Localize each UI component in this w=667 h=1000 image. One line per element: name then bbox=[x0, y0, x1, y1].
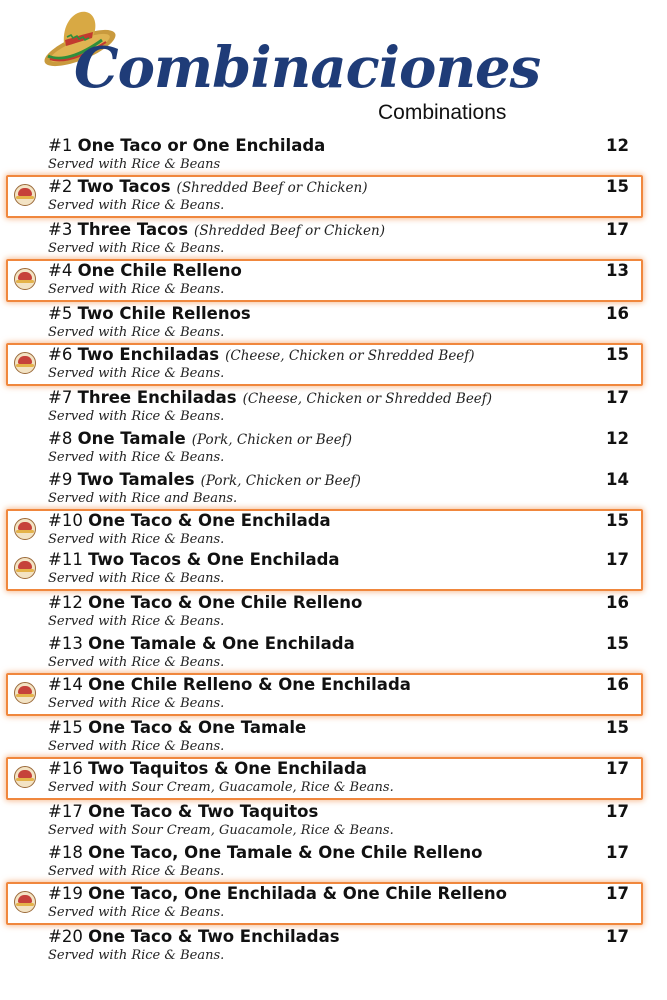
item-served-with: Served with Rice & Beans. bbox=[48, 409, 225, 424]
item-price: 15 bbox=[606, 177, 629, 196]
item-price: 17 bbox=[606, 550, 629, 569]
item-title bbox=[48, 136, 643, 156]
chef-badge-icon bbox=[14, 682, 36, 704]
item-served-with: Served with Rice & Beans. bbox=[48, 198, 225, 213]
item-price: 17 bbox=[606, 927, 629, 946]
item-number: #16 bbox=[48, 759, 83, 778]
menu-item bbox=[6, 632, 643, 673]
menu-item bbox=[8, 675, 641, 714]
item-title bbox=[48, 550, 641, 570]
item-served-with: Served with Rice & Beans. bbox=[48, 282, 225, 297]
item-title bbox=[48, 675, 641, 695]
item-served-with: Served with Rice & Beans. bbox=[48, 739, 225, 754]
item-name: Three Tacos bbox=[77, 220, 189, 239]
item-served-with: Served with Rice & Beans. bbox=[48, 571, 225, 586]
item-title bbox=[48, 345, 641, 366]
item-price: 17 bbox=[606, 759, 629, 778]
item-price: 17 bbox=[606, 843, 629, 862]
item-name: One Taco & Two Taquitos bbox=[88, 802, 319, 821]
item-served-with: Served with Rice & Beans. bbox=[48, 241, 225, 256]
item-served-with: Served with Rice & Beans. bbox=[48, 450, 225, 465]
item-title bbox=[48, 511, 641, 531]
combination-list bbox=[0, 134, 667, 966]
menu-header bbox=[0, 0, 667, 130]
item-name: One Taco & Two Enchiladas bbox=[88, 927, 340, 946]
item-served-with: Served with Rice & Beans. bbox=[48, 655, 225, 670]
item-title bbox=[48, 261, 641, 281]
chef-badge-icon bbox=[14, 766, 36, 788]
item-number: #12 bbox=[48, 593, 83, 612]
item-note: (Shredded Beef or Chicken) bbox=[194, 223, 385, 239]
item-price: 15 bbox=[606, 345, 629, 364]
item-number: #3 bbox=[48, 220, 73, 239]
item-number: #15 bbox=[48, 718, 83, 737]
item-number: #10 bbox=[48, 511, 83, 530]
item-number: #6 bbox=[48, 345, 73, 364]
item-name: One Taco or One Enchilada bbox=[77, 136, 326, 155]
item-title bbox=[48, 927, 643, 947]
item-group bbox=[6, 716, 643, 757]
menu-item bbox=[8, 550, 641, 589]
item-group bbox=[6, 468, 643, 509]
featured-group bbox=[6, 882, 643, 925]
item-price: 12 bbox=[606, 136, 629, 155]
item-name: One Taco, One Enchilada & One Chile Relleno bbox=[88, 884, 507, 903]
chef-badge-icon bbox=[14, 518, 36, 540]
item-served-with: Served with Rice & Beans. bbox=[48, 325, 225, 340]
item-name: One Chile Relleno bbox=[77, 261, 242, 280]
page-title: Combinaciones bbox=[74, 35, 541, 101]
item-note: (Cheese, Chicken or Shredded Beef) bbox=[225, 348, 475, 364]
item-title bbox=[48, 802, 643, 822]
menu-item bbox=[8, 177, 641, 216]
item-name: Three Enchiladas bbox=[77, 388, 237, 407]
item-name: Two Tacos & One Enchilada bbox=[88, 550, 340, 569]
item-served-with: Served with Sour Cream, Guacamole, Rice & Beans. bbox=[48, 823, 394, 838]
item-served-with: Served with Rice & Beans. bbox=[48, 532, 225, 547]
item-price: 17 bbox=[606, 220, 629, 239]
item-name: One Taco, One Tamale & One Chile Relleno bbox=[88, 843, 483, 862]
item-title bbox=[48, 634, 643, 654]
item-title bbox=[48, 304, 643, 324]
item-title bbox=[48, 593, 643, 613]
item-number: #8 bbox=[48, 429, 73, 448]
item-note: (Shredded Beef or Chicken) bbox=[176, 180, 368, 196]
menu-item bbox=[6, 591, 643, 632]
item-title bbox=[48, 884, 641, 904]
item-group bbox=[6, 218, 643, 259]
item-title bbox=[48, 429, 643, 450]
chef-badge-icon bbox=[14, 184, 36, 206]
item-number: #20 bbox=[48, 927, 83, 946]
item-served-with: Served with Rice & Beans. bbox=[48, 864, 225, 879]
item-price: 15 bbox=[606, 634, 629, 653]
item-price: 17 bbox=[606, 802, 629, 821]
item-name: One Tamale bbox=[77, 429, 186, 448]
menu-item bbox=[8, 759, 641, 798]
item-name: One Taco & One Tamale bbox=[88, 718, 307, 737]
item-group bbox=[6, 841, 643, 882]
item-number: #19 bbox=[48, 884, 83, 903]
item-title bbox=[48, 388, 643, 409]
item-price: 15 bbox=[606, 511, 629, 530]
item-served-with: Served with Rice & Beans. bbox=[48, 948, 225, 963]
menu-item bbox=[8, 511, 641, 550]
item-note: (Cheese, Chicken or Shredded Beef) bbox=[242, 391, 493, 407]
item-price: 16 bbox=[606, 593, 629, 612]
chef-badge-icon bbox=[14, 557, 36, 579]
chef-badge-icon bbox=[14, 268, 36, 290]
item-price: 15 bbox=[606, 718, 629, 737]
chef-badge-icon bbox=[14, 891, 36, 913]
menu-item bbox=[6, 716, 643, 757]
item-served-with: Served with Rice & Beans bbox=[48, 157, 221, 172]
item-name: Two Chile Rellenos bbox=[77, 304, 251, 323]
menu-item bbox=[6, 386, 643, 427]
item-served-with: Served with Sour Cream, Guacamole, Rice & Beans. bbox=[48, 780, 394, 795]
item-group bbox=[6, 302, 643, 343]
item-served-with: Served with Rice & Beans. bbox=[48, 696, 225, 711]
item-number: #17 bbox=[48, 802, 83, 821]
page-subtitle: Combinations bbox=[378, 101, 507, 124]
featured-group bbox=[6, 509, 643, 591]
item-price: 12 bbox=[606, 429, 629, 448]
item-note: (Pork, Chicken or Beef) bbox=[200, 473, 361, 489]
menu-item bbox=[8, 345, 641, 384]
item-name: Two Enchiladas bbox=[77, 345, 220, 364]
item-title bbox=[48, 470, 643, 491]
item-number: #9 bbox=[48, 470, 73, 489]
item-number: #7 bbox=[48, 388, 73, 407]
item-group bbox=[6, 800, 643, 841]
menu-item bbox=[6, 800, 643, 841]
item-group bbox=[6, 427, 643, 468]
item-served-with: Served with Rice & Beans. bbox=[48, 905, 225, 920]
item-group bbox=[6, 134, 643, 175]
item-name: One Chile Relleno & One Enchilada bbox=[88, 675, 411, 694]
featured-group bbox=[6, 259, 643, 302]
featured-group bbox=[6, 343, 643, 386]
item-price: 17 bbox=[606, 388, 629, 407]
item-served-with: Served with Rice & Beans. bbox=[48, 366, 225, 381]
item-number: #14 bbox=[48, 675, 83, 694]
item-number: #5 bbox=[48, 304, 73, 323]
featured-group bbox=[6, 175, 643, 218]
item-name: Two Tacos bbox=[77, 177, 171, 196]
item-number: #1 bbox=[48, 136, 73, 155]
chef-badge-icon bbox=[14, 352, 36, 374]
menu-item bbox=[6, 925, 643, 966]
item-price: 16 bbox=[606, 675, 629, 694]
item-number: #13 bbox=[48, 634, 83, 653]
menu-item bbox=[6, 134, 643, 175]
item-served-with: Served with Rice & Beans. bbox=[48, 614, 225, 629]
item-number: #4 bbox=[48, 261, 73, 280]
featured-group bbox=[6, 673, 643, 716]
item-group bbox=[6, 386, 643, 427]
item-price: 13 bbox=[606, 261, 629, 280]
item-group bbox=[6, 925, 643, 966]
item-price: 14 bbox=[606, 470, 629, 489]
menu-item bbox=[6, 302, 643, 343]
item-note: (Pork, Chicken or Beef) bbox=[191, 432, 352, 448]
featured-group bbox=[6, 757, 643, 800]
menu-item bbox=[8, 884, 641, 923]
item-name: One Taco & One Chile Relleno bbox=[88, 593, 363, 612]
menu-item bbox=[6, 218, 643, 259]
item-title bbox=[48, 220, 643, 241]
menu-item bbox=[6, 427, 643, 468]
item-name: One Tamale & One Enchilada bbox=[88, 634, 355, 653]
item-price: 16 bbox=[606, 304, 629, 323]
item-number: #11 bbox=[48, 550, 83, 569]
menu-item bbox=[6, 468, 643, 509]
item-name: One Taco & One Enchilada bbox=[88, 511, 331, 530]
menu-item bbox=[6, 841, 643, 882]
item-title bbox=[48, 759, 641, 779]
item-title bbox=[48, 177, 641, 198]
item-group bbox=[6, 591, 643, 632]
menu-item bbox=[8, 261, 641, 300]
item-number: #2 bbox=[48, 177, 73, 196]
item-served-with: Served with Rice and Beans. bbox=[48, 491, 238, 506]
item-number: #18 bbox=[48, 843, 83, 862]
item-name: Two Tamales bbox=[77, 470, 195, 489]
item-group bbox=[6, 632, 643, 673]
item-title bbox=[48, 843, 643, 863]
item-title bbox=[48, 718, 643, 738]
item-price: 17 bbox=[606, 884, 629, 903]
item-name: Two Taquitos & One Enchilada bbox=[88, 759, 367, 778]
